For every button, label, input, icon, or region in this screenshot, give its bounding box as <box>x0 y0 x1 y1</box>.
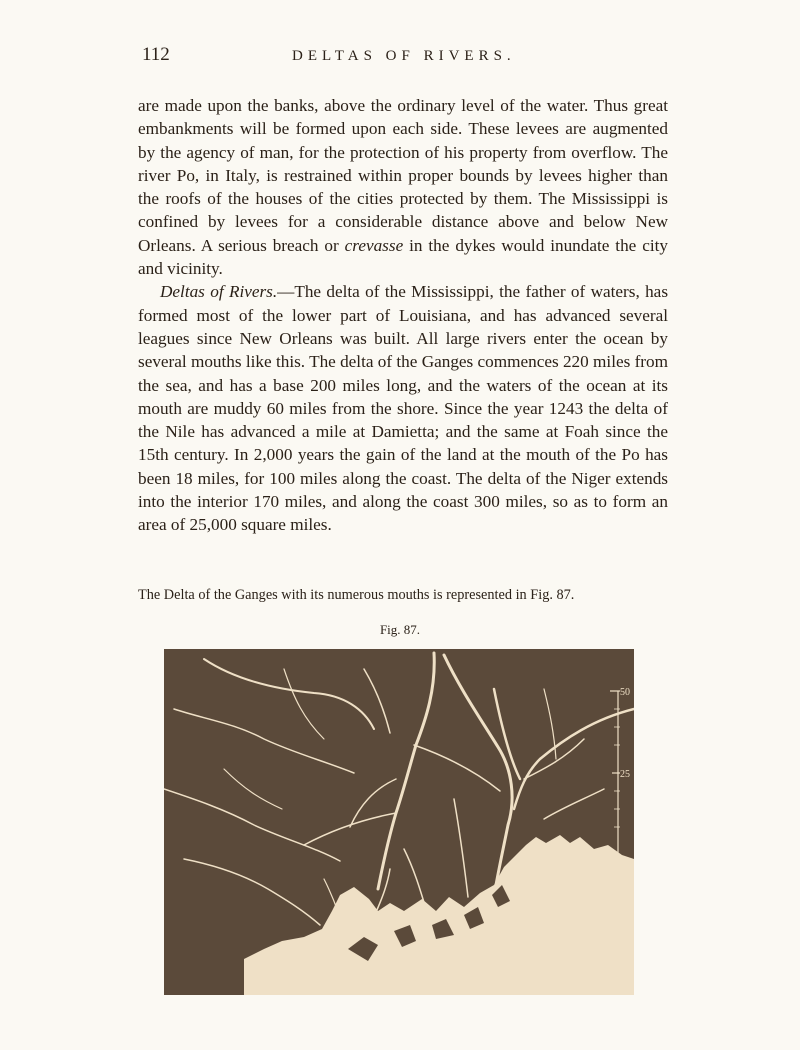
deltas-text: —The delta of the Mississippi, the father of waters, has formed most of the lower part of Louisiana, and has advanced several leagues since New Orleans was built. All large rivers enter the ocean by several mouths like this. The delta of the Ganges commences 220 miles from the sea, and has a base 200 miles long, and the waters of the ocean at its mouth are muddy 60 miles from the shore. Since the year 1243 the delta of the Nile has advanced a mile at Damietta; and the same at Foah since the 15th century. In 2,000 years the gain of the land at the mouth of the Po has been 18 miles, for 100 miles along the coast. The delta of the Niger extends into the interior 170 miles, and along the coast 300 miles, so as to form an area of 25,000 square miles. <box>138 282 669 535</box>
levees-text: are made upon the banks, above the ordinary level of the water. Thus great embankments will be formed upon each side. These levees are augmented by the agency of man, for the protection of his property from overflow. The river Po, in Italy, is restrained within proper bounds by levees higher than the roofs of the houses of the cities protected by them. The Mississippi is confined by levees for a considerable distance above and below New Orleans. A serious breach or <box>138 96 668 255</box>
map-illustration <box>164 649 634 995</box>
figure-label: Fig. 87. <box>379 622 421 637</box>
scale-label-mid: 25 <box>620 769 630 780</box>
page-header <box>142 44 672 74</box>
levees-text-end: in the dykes would inundate the city and vicinity. <box>138 235 668 279</box>
section-heading: Deltas of Rivers. <box>160 282 278 302</box>
body-text <box>138 94 668 537</box>
scale-label-top: 50 <box>620 687 630 698</box>
running-title: DELTAS OF RIVERS. <box>292 48 516 64</box>
ganges-delta-map <box>164 649 634 995</box>
page-number: 112 <box>142 44 170 65</box>
paragraph-levees <box>138 94 668 280</box>
paragraph-deltas <box>138 280 668 536</box>
figure-caption: The Delta of the Ganges with its numerous mouths is represented in Fig. 87. <box>138 587 575 603</box>
crevasse-term: crevasse <box>344 235 404 255</box>
